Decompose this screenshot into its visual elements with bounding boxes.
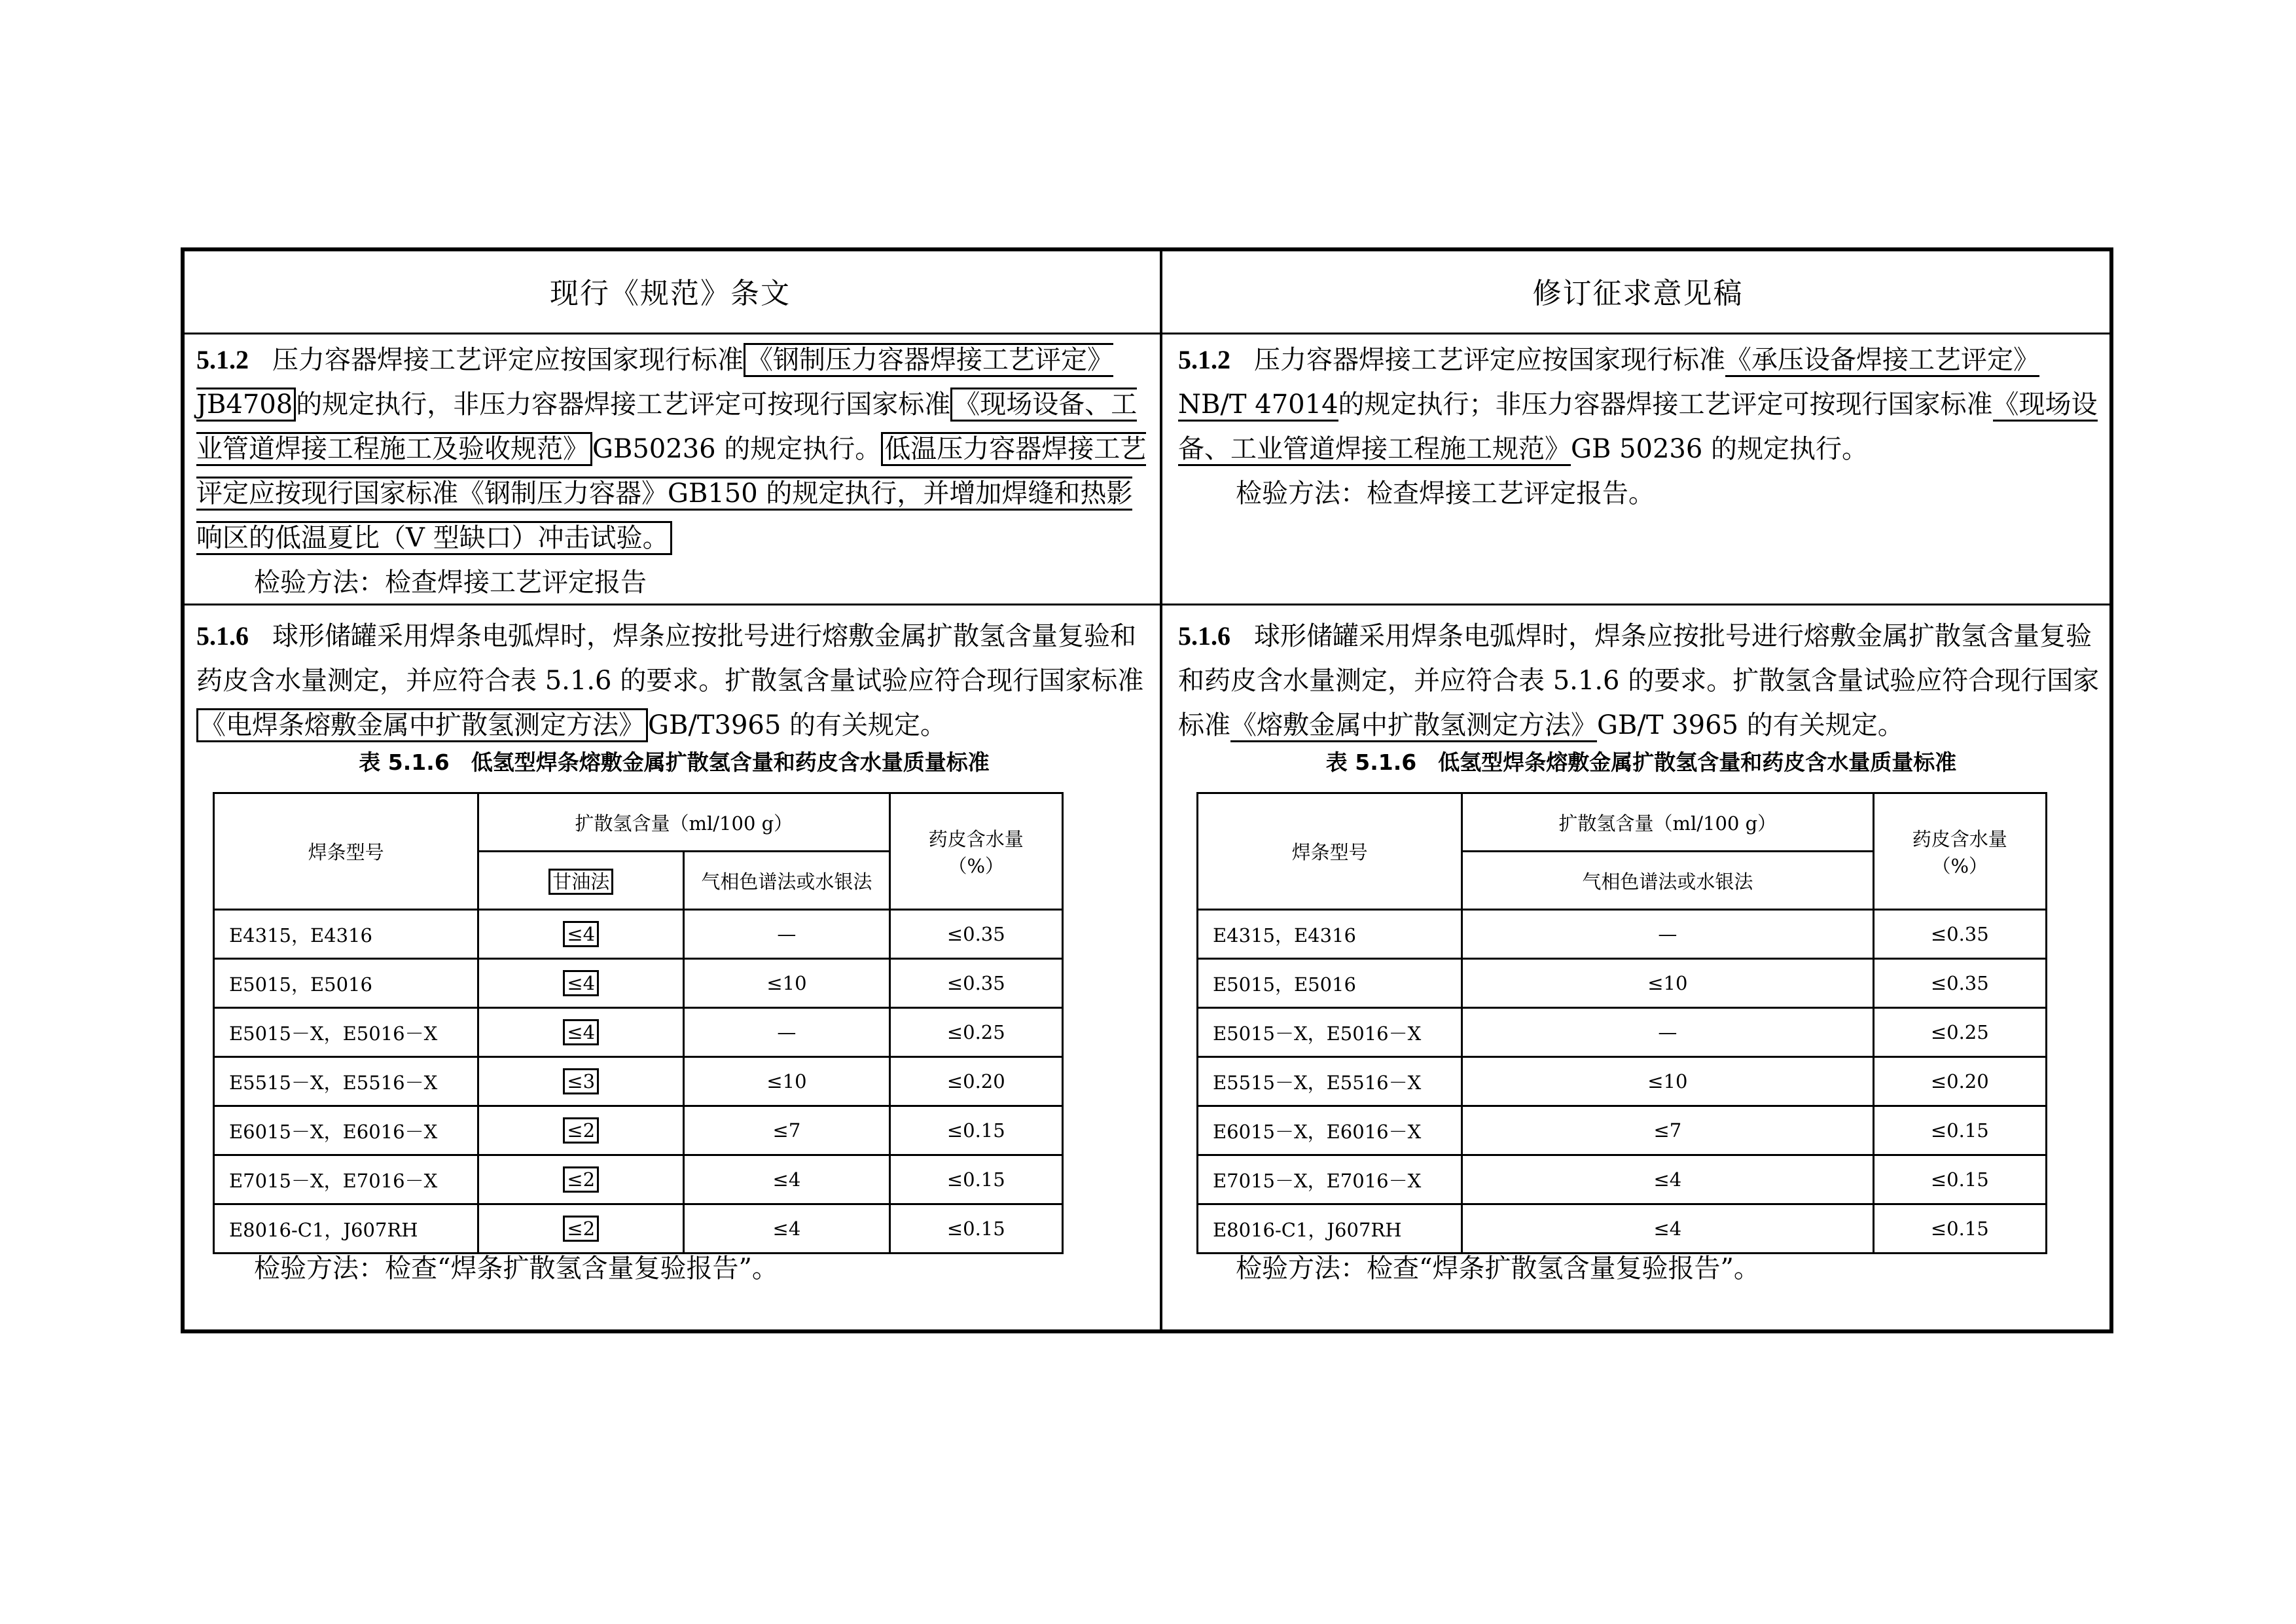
table-row	[214, 1106, 1063, 1155]
cell-type: E5015－X，E5016－X	[1198, 1008, 1462, 1057]
cell-glycerin: ≤2	[563, 1117, 599, 1144]
cell-type: E5015，E5016	[214, 959, 478, 1008]
cell-water: ≤0.25	[1873, 1008, 2046, 1057]
clause-text: 球形储罐采用焊条电弧焊时，焊条应按批号进行熔敷金属扩散氢含量复验和药皮含水量测定，并应符合表 5.1.6 的要求。扩散氢含量试验应符合现行国家标准	[1178, 621, 2100, 740]
right-check-516	[1178, 1246, 2104, 1291]
col-gc-method: 气相色谱法或水银法	[1462, 852, 1873, 910]
col-glycerin-method: 甘油法	[548, 869, 613, 895]
clause-text: 压力容器焊接工艺评定应按国家现行标准	[1254, 345, 1725, 375]
cell-water: ≤0.35	[1873, 910, 2046, 959]
table-row	[214, 910, 1063, 959]
cell-glycerin: ≤4	[563, 921, 599, 947]
left-check-516	[196, 1246, 1152, 1291]
col-coating-moisture	[1873, 793, 2046, 910]
boxed-text: 《现场设备、工业管道焊接工程施工及验收规范》	[196, 388, 1137, 466]
right-clause-516	[1178, 614, 2104, 778]
cell-type: E7015－X，E7016－X	[1198, 1155, 1462, 1204]
table-row	[1198, 1155, 2047, 1204]
clause-text: GB 50236 的规定执行。	[1571, 434, 1869, 464]
check-method: 检验方法：检查“焊条扩散氢含量复验报告”。	[1236, 1254, 1760, 1284]
cell-type: E6015－X，E6016－X	[214, 1106, 478, 1155]
table-row	[1198, 910, 2047, 959]
underlined-text: 《熔敷金属中扩散氢测定方法》	[1230, 710, 1597, 742]
cell-type: E5015，E5016	[1198, 959, 1462, 1008]
cell-type: E8016-C1，J607RH	[1198, 1204, 1462, 1254]
table-row	[214, 1008, 1063, 1057]
col-coating-moisture-unit: （%）	[948, 854, 1005, 877]
cell-gc: ≤10	[1462, 1057, 1873, 1106]
cell-glycerin: ≤2	[563, 1216, 599, 1242]
clause-text: 的规定执行，非压力容器焊接工艺评定可按现行国家标准	[296, 389, 951, 420]
cell-gc: ≤4	[1462, 1155, 1873, 1204]
underlined-text: 《现场设备、工业管道焊接工程施工规范》	[1178, 389, 2098, 466]
cell-water: ≤0.15	[889, 1204, 1062, 1254]
cell-gc: ≤10	[1462, 959, 1873, 1008]
boxed-text: 《电焊条熔敷金属中扩散氢测定方法》	[196, 708, 648, 742]
check-method: 检验方法：检查焊接工艺评定报告	[254, 568, 647, 598]
clause-text: GB50236 的规定执行。	[592, 434, 882, 464]
table-row	[1198, 1008, 2047, 1057]
clause-text: 的规定执行；非压力容器焊接工艺评定可按现行国家标准	[1338, 389, 1993, 420]
table-caption: 表 5.1.6 低氢型焊条熔敷金属扩散氢含量和药皮含水量质量标准	[1325, 749, 1957, 775]
cell-water: ≤0.15	[1873, 1155, 2046, 1204]
cell-water: ≤0.15	[889, 1106, 1062, 1155]
boxed-text: 《钢制压力容器焊接工艺评定》JB4708	[196, 343, 1113, 422]
cell-gc: —	[1462, 910, 1873, 959]
cell-type: E5515－X，E5516－X	[214, 1057, 478, 1106]
table-row	[214, 1155, 1063, 1204]
check-method: 检验方法：检查“焊条扩散氢含量复验报告”。	[254, 1254, 778, 1284]
col-electrode-type: 焊条型号	[1198, 793, 1462, 910]
cell-gc: ≤4	[684, 1155, 889, 1204]
cell-gc: —	[684, 910, 889, 959]
cell-type: E4315，E4316	[1198, 910, 1462, 959]
check-method: 检验方法：检查焊接工艺评定报告。	[1236, 478, 1655, 509]
clause-text: GB/T3965 的有关规定。	[648, 710, 947, 740]
col-coating-moisture-label: 药皮含水量	[1912, 827, 2007, 850]
clause-number: 5.1.2	[196, 345, 249, 374]
cell-water: ≤0.25	[889, 1008, 1062, 1057]
left-clause-516	[196, 614, 1152, 778]
underlined-text: 《承压设备焊接工艺评定》NB/T 47014	[1178, 345, 2039, 422]
col-diffusible-hydrogen: 扩散氢含量（ml/100 g）	[478, 793, 889, 852]
cell-gc: —	[1462, 1008, 1873, 1057]
left-clause-512	[196, 338, 1152, 605]
cell-water: ≤0.20	[1873, 1057, 2046, 1106]
header-revision-draft: 修订征求意见稿	[1532, 277, 1744, 310]
clause-number: 5.1.2	[1178, 345, 1230, 374]
cell-type: E6015－X，E6016－X	[1198, 1106, 1462, 1155]
cell-glycerin: ≤4	[563, 970, 599, 996]
column-divider	[1160, 247, 1162, 1333]
right-clause-512	[1178, 338, 2104, 516]
clause-number: 5.1.6	[196, 621, 249, 651]
boxed-text: 低温压力容器焊接工艺评定应按现行国家标准《钢制压力容器》GB150 的规定执行，并增加焊缝和热影响区的低温夏比（V 型缺口）冲击试验。	[196, 432, 1146, 555]
col-coating-moisture-unit: （%）	[1931, 854, 1988, 877]
cell-gc: ≤4	[1462, 1204, 1873, 1254]
cell-type: E7015－X，E7016－X	[214, 1155, 478, 1204]
clause-number: 5.1.6	[1178, 621, 1230, 651]
clause-text: 压力容器焊接工艺评定应按国家现行标准	[272, 345, 744, 375]
table-row	[1198, 1057, 2047, 1106]
cell-gc: ≤10	[684, 1057, 889, 1106]
left-hydrogen-table	[213, 792, 1064, 1254]
table-row	[214, 1057, 1063, 1106]
table-row	[214, 959, 1063, 1008]
col-coating-moisture-label: 药皮含水量	[928, 827, 1024, 850]
cell-water: ≤0.15	[889, 1155, 1062, 1204]
cell-gc: ≤7	[684, 1106, 889, 1155]
cell-water: ≤0.20	[889, 1057, 1062, 1106]
cell-water: ≤0.35	[1873, 959, 2046, 1008]
cell-water: ≤0.35	[889, 959, 1062, 1008]
cell-gc: ≤10	[684, 959, 889, 1008]
cell-gc: ≤4	[684, 1204, 889, 1254]
cell-gc: ≤7	[1462, 1106, 1873, 1155]
cell-gc: —	[684, 1008, 889, 1057]
cell-water: ≤0.15	[1873, 1204, 2046, 1254]
header-current-code: 现行《规范》条文	[550, 277, 791, 310]
cell-type: E4315，E4316	[214, 910, 478, 959]
clause-text: 球形储罐采用焊条电弧焊时，焊条应按批号进行熔敷金属扩散氢含量复验和药皮含水量测定，并应符合表 5.1.6 的要求。扩散氢含量试验应符合现行国家标准	[196, 621, 1144, 696]
cell-glycerin: ≤4	[563, 1019, 599, 1045]
col-gc-method: 气相色谱法或水银法	[684, 852, 889, 910]
cell-type: E8016-C1，J607RH	[214, 1204, 478, 1254]
col-electrode-type: 焊条型号	[214, 793, 478, 910]
cell-type: E5515－X，E5516－X	[1198, 1057, 1462, 1106]
table-row	[1198, 959, 2047, 1008]
cell-glycerin: ≤3	[563, 1068, 599, 1094]
cell-type: E5015－X，E5016－X	[214, 1008, 478, 1057]
clause-text: GB/T 3965 的有关规定。	[1597, 710, 1904, 740]
col-diffusible-hydrogen: 扩散氢含量（ml/100 g）	[1462, 793, 1873, 852]
cell-water: ≤0.15	[1873, 1106, 2046, 1155]
cell-glycerin: ≤2	[563, 1166, 599, 1193]
table-caption: 表 5.1.6 低氢型焊条熔敷金属扩散氢含量和药皮含水量质量标准	[359, 749, 990, 775]
right-hydrogen-table	[1196, 792, 2047, 1254]
col-coating-moisture	[889, 793, 1062, 910]
table-row	[1198, 1106, 2047, 1155]
cell-water: ≤0.35	[889, 910, 1062, 959]
